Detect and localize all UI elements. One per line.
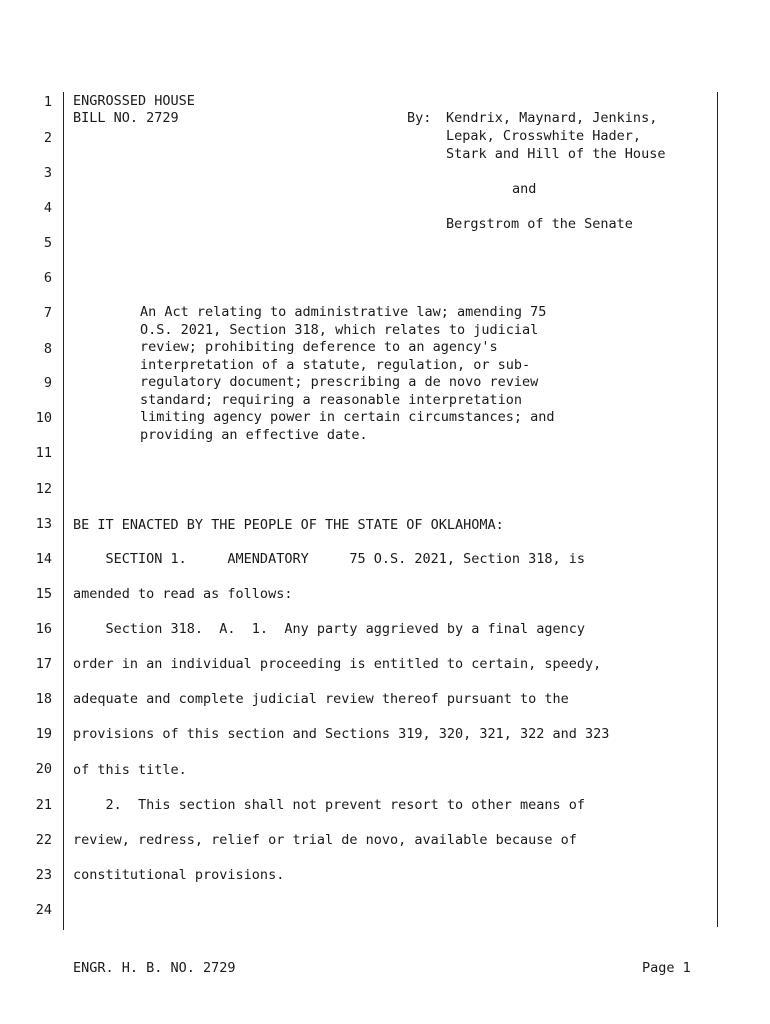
house-authors-line1: Kendrix, Maynard, Jenkins, bbox=[446, 110, 658, 126]
by-label: By: bbox=[407, 110, 432, 126]
house-authors-line2: Lepak, Crosswhite Hader, bbox=[446, 128, 642, 144]
line-number: 22 bbox=[35, 832, 52, 848]
line-number: 13 bbox=[35, 516, 52, 532]
line-number: 17 bbox=[35, 656, 52, 672]
house-authors-line3: Stark and Hill of the House bbox=[446, 146, 666, 162]
line-number: 16 bbox=[35, 621, 52, 637]
line-number: 18 bbox=[35, 691, 52, 707]
amended-line: amended to read as follows: bbox=[73, 586, 293, 602]
body-line: Section 318. A. 1. Any party aggrieved by a final agency bbox=[73, 621, 586, 637]
left-margin-rule bbox=[63, 92, 64, 930]
title-line: limiting agency power in certain circumstances; and bbox=[140, 409, 555, 425]
body-line: of this title. bbox=[73, 762, 187, 778]
title-line: O.S. 2021, Section 318, which relates to judicial bbox=[140, 322, 539, 338]
bill-heading-line1: ENGROSSED HOUSE bbox=[73, 93, 195, 109]
enacting-clause: BE IT ENACTED BY THE PEOPLE OF THE STATE OF OKLAHOMA: bbox=[73, 517, 504, 533]
line-number: 23 bbox=[35, 867, 52, 883]
title-line: interpretation of a statute, regulation, or sub- bbox=[140, 357, 531, 373]
line-number: 14 bbox=[35, 551, 52, 567]
line-number: 10 bbox=[35, 410, 52, 426]
line-number: 11 bbox=[35, 445, 52, 461]
body-line: adequate and complete judicial review thereof pursuant to the bbox=[73, 691, 569, 707]
line-number: 5 bbox=[43, 235, 52, 251]
line-number: 19 bbox=[35, 726, 52, 742]
bill-heading-line2: BILL NO. 2729 bbox=[73, 110, 179, 126]
line-number: 21 bbox=[35, 797, 52, 813]
line-number: 6 bbox=[43, 270, 52, 286]
title-line: An Act relating to administrative law; amending 75 bbox=[140, 304, 547, 320]
line-number: 3 bbox=[43, 165, 52, 181]
body-line: order in an individual proceeding is entitled to certain, speedy, bbox=[73, 656, 602, 672]
body-line: 2. This section shall not prevent resort to other means of bbox=[73, 797, 586, 813]
line-number: 24 bbox=[35, 902, 52, 918]
body-line: constitutional provisions. bbox=[73, 867, 285, 883]
title-line: standard; requiring a reasonable interpretation bbox=[140, 392, 523, 408]
title-line: regulatory document; prescribing a de novo review bbox=[140, 374, 539, 390]
right-margin-rule bbox=[717, 92, 718, 927]
body-line: provisions of this section and Sections 319, 320, 321, 322 and 323 bbox=[73, 726, 610, 742]
and-label: and bbox=[512, 181, 537, 197]
footer-page-number: Page 1 bbox=[642, 960, 691, 976]
line-number: 7 bbox=[43, 305, 52, 321]
line-number: 2 bbox=[43, 130, 52, 146]
line-number: 15 bbox=[35, 586, 52, 602]
line-number: 9 bbox=[43, 375, 52, 391]
line-number: 8 bbox=[43, 341, 52, 357]
section-heading: SECTION 1. AMENDATORY 75 O.S. 2021, Section 318, is bbox=[73, 551, 586, 567]
line-number: 20 bbox=[35, 761, 52, 777]
line-number: 1 bbox=[43, 94, 52, 110]
footer-bill-ref: ENGR. H. B. NO. 2729 bbox=[73, 960, 236, 976]
line-number: 4 bbox=[43, 200, 52, 216]
body-line: review, redress, relief or trial de novo, available because of bbox=[73, 832, 577, 848]
title-line: review; prohibiting deference to an agency's bbox=[140, 339, 498, 355]
line-number: 12 bbox=[35, 481, 52, 497]
title-line: providing an effective date. bbox=[140, 427, 368, 443]
senate-authors: Bergstrom of the Senate bbox=[446, 216, 633, 232]
